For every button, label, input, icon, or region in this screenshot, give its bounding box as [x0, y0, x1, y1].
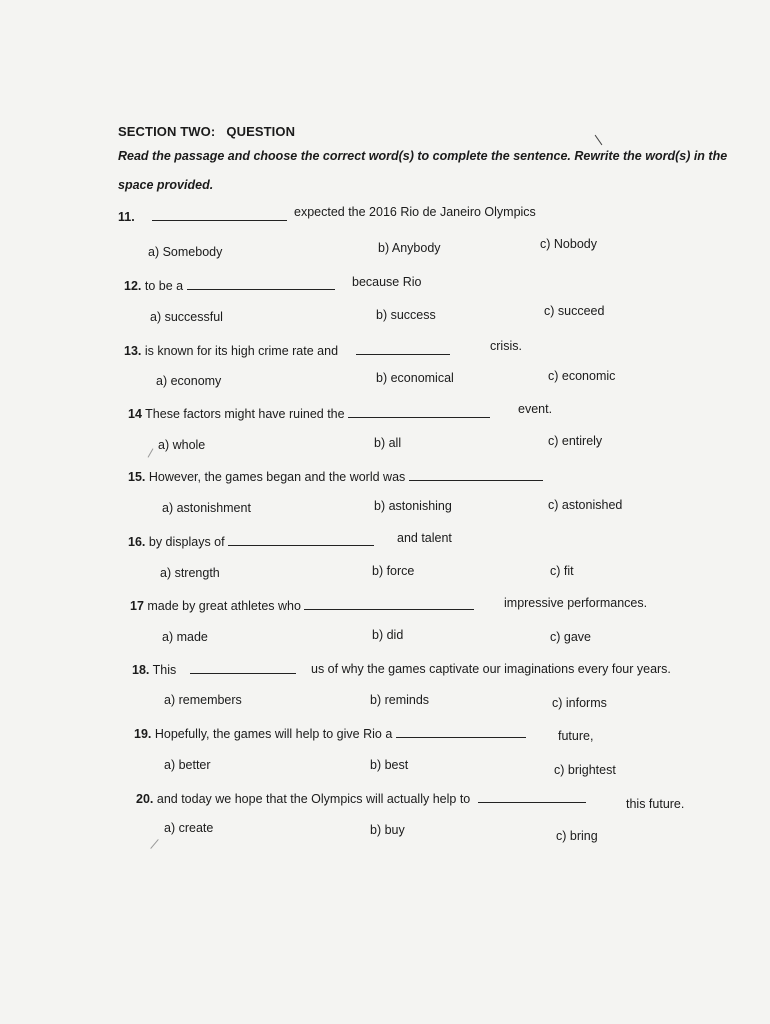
question-15-option-c[interactable]: c) astonished — [548, 498, 623, 512]
question-14-option-c[interactable]: c) entirely — [548, 434, 603, 448]
question-text-before: by displays of — [148, 535, 225, 549]
question-text-before: This — [152, 663, 177, 677]
question-11-option-a[interactable]: a) Somebody — [148, 245, 223, 259]
instructions-line-2: space provided. — [118, 178, 214, 192]
question-number: 14 — [128, 407, 142, 421]
question-19-text-after: future, — [558, 729, 594, 743]
question-number: 12. — [124, 279, 142, 293]
question-number: 16. — [128, 535, 146, 549]
question-13-option-a[interactable]: a) economy — [156, 374, 222, 388]
question-number: 13. — [124, 344, 142, 358]
question-19-option-c[interactable]: c) brightest — [554, 763, 616, 777]
answer-blank[interactable] — [409, 469, 543, 481]
question-number: 18. — [132, 663, 150, 677]
question-12-option-b[interactable]: b) success — [376, 308, 436, 322]
question-13-text-after: crisis. — [490, 339, 522, 353]
question-20 — [136, 791, 586, 806]
question-18-text-after: us of why the games captivate our imaginations every four years. — [311, 662, 671, 676]
question-number: 17 — [130, 599, 144, 613]
question-19-option-a[interactable]: a) better — [164, 758, 211, 772]
question-11-option-c[interactable]: c) Nobody — [540, 237, 597, 251]
question-text-before: is known for its high crime rate and — [144, 344, 339, 358]
question-text-before: to be a — [144, 279, 184, 293]
instructions-line-1: Read the passage and choose the correct word(s) to complete the sentence. Rewrite the word(s) in the — [118, 149, 728, 163]
question-15-option-a[interactable]: a) astonishment — [162, 501, 251, 515]
question-18-option-c[interactable]: c) informs — [552, 696, 607, 710]
question-16-option-b[interactable]: b) force — [372, 564, 415, 578]
section-subtitle: QUESTION — [226, 124, 296, 139]
question-14 — [128, 406, 490, 421]
question-16-option-c[interactable]: c) fit — [550, 564, 574, 578]
question-14-option-a[interactable]: a) whole — [158, 438, 206, 452]
question-20-text-after: this future. — [626, 797, 685, 811]
question-text-before: These factors might have ruined the — [145, 407, 345, 421]
question-13 — [124, 343, 450, 358]
question-18 — [132, 662, 296, 677]
question-number: 20. — [136, 792, 154, 806]
question-17-option-c[interactable]: c) gave — [550, 630, 591, 644]
question-15-option-b[interactable]: b) astonishing — [374, 499, 452, 513]
question-20-option-a[interactable]: a) create — [164, 821, 214, 835]
question-number: 19. — [134, 727, 152, 741]
answer-blank[interactable] — [187, 278, 335, 290]
answer-blank[interactable] — [190, 662, 296, 674]
question-text-before: and today we hope that the Olympics will actually help to — [156, 792, 471, 806]
question-19 — [134, 726, 526, 741]
question-13-option-c[interactable]: c) economic — [548, 369, 616, 383]
question-11-text-after: expected the 2016 Rio de Janeiro Olympics — [294, 205, 536, 219]
question-16-option-a[interactable]: a) strength — [160, 566, 220, 580]
question-17-option-a[interactable]: a) made — [162, 630, 208, 644]
question-text-before: made by great athletes who — [147, 599, 301, 613]
question-14-option-b[interactable]: b) all — [374, 436, 402, 450]
section-title: SECTION TWO: — [118, 124, 216, 139]
question-17 — [130, 598, 474, 613]
question-16 — [128, 534, 374, 549]
question-14-text-after: event. — [518, 402, 553, 416]
question-12-option-c[interactable]: c) succeed — [544, 304, 605, 318]
answer-blank[interactable] — [396, 726, 526, 738]
question-text-before: However, the games began and the world was — [148, 470, 406, 484]
question-13-option-b[interactable]: b) economical — [376, 371, 454, 385]
question-18-option-b[interactable]: b) reminds — [370, 693, 430, 707]
answer-blank[interactable] — [348, 406, 490, 418]
question-17-option-b[interactable]: b) did — [372, 628, 404, 642]
question-15 — [128, 469, 543, 484]
question-12-text-after: because Rio — [352, 275, 422, 289]
question-text-before: Hopefully, the games will help to give Rio a — [154, 727, 393, 741]
pen-mark — [595, 135, 603, 145]
question-18-option-a[interactable]: a) remembers — [164, 693, 242, 707]
question-19-option-b[interactable]: b) best — [370, 758, 409, 772]
question-11 — [118, 209, 287, 224]
answer-blank[interactable] — [152, 209, 287, 221]
question-number: 11. — [118, 210, 135, 224]
question-12-option-a[interactable]: a) successful — [150, 310, 223, 324]
question-16-text-after: and talent — [397, 531, 452, 545]
question-11-option-b[interactable]: b) Anybody — [378, 241, 441, 255]
answer-blank[interactable] — [356, 343, 450, 355]
question-number: 15. — [128, 470, 146, 484]
question-20-option-b[interactable]: b) buy — [370, 823, 405, 837]
pen-mark — [150, 839, 158, 849]
answer-blank[interactable] — [478, 791, 586, 803]
pen-mark — [148, 448, 154, 457]
section-heading — [118, 124, 295, 139]
question-12 — [124, 278, 335, 293]
answer-blank[interactable] — [304, 598, 474, 610]
answer-blank[interactable] — [228, 534, 374, 546]
question-17-text-after: impressive performances. — [504, 596, 648, 610]
question-20-option-c[interactable]: c) bring — [556, 829, 598, 843]
